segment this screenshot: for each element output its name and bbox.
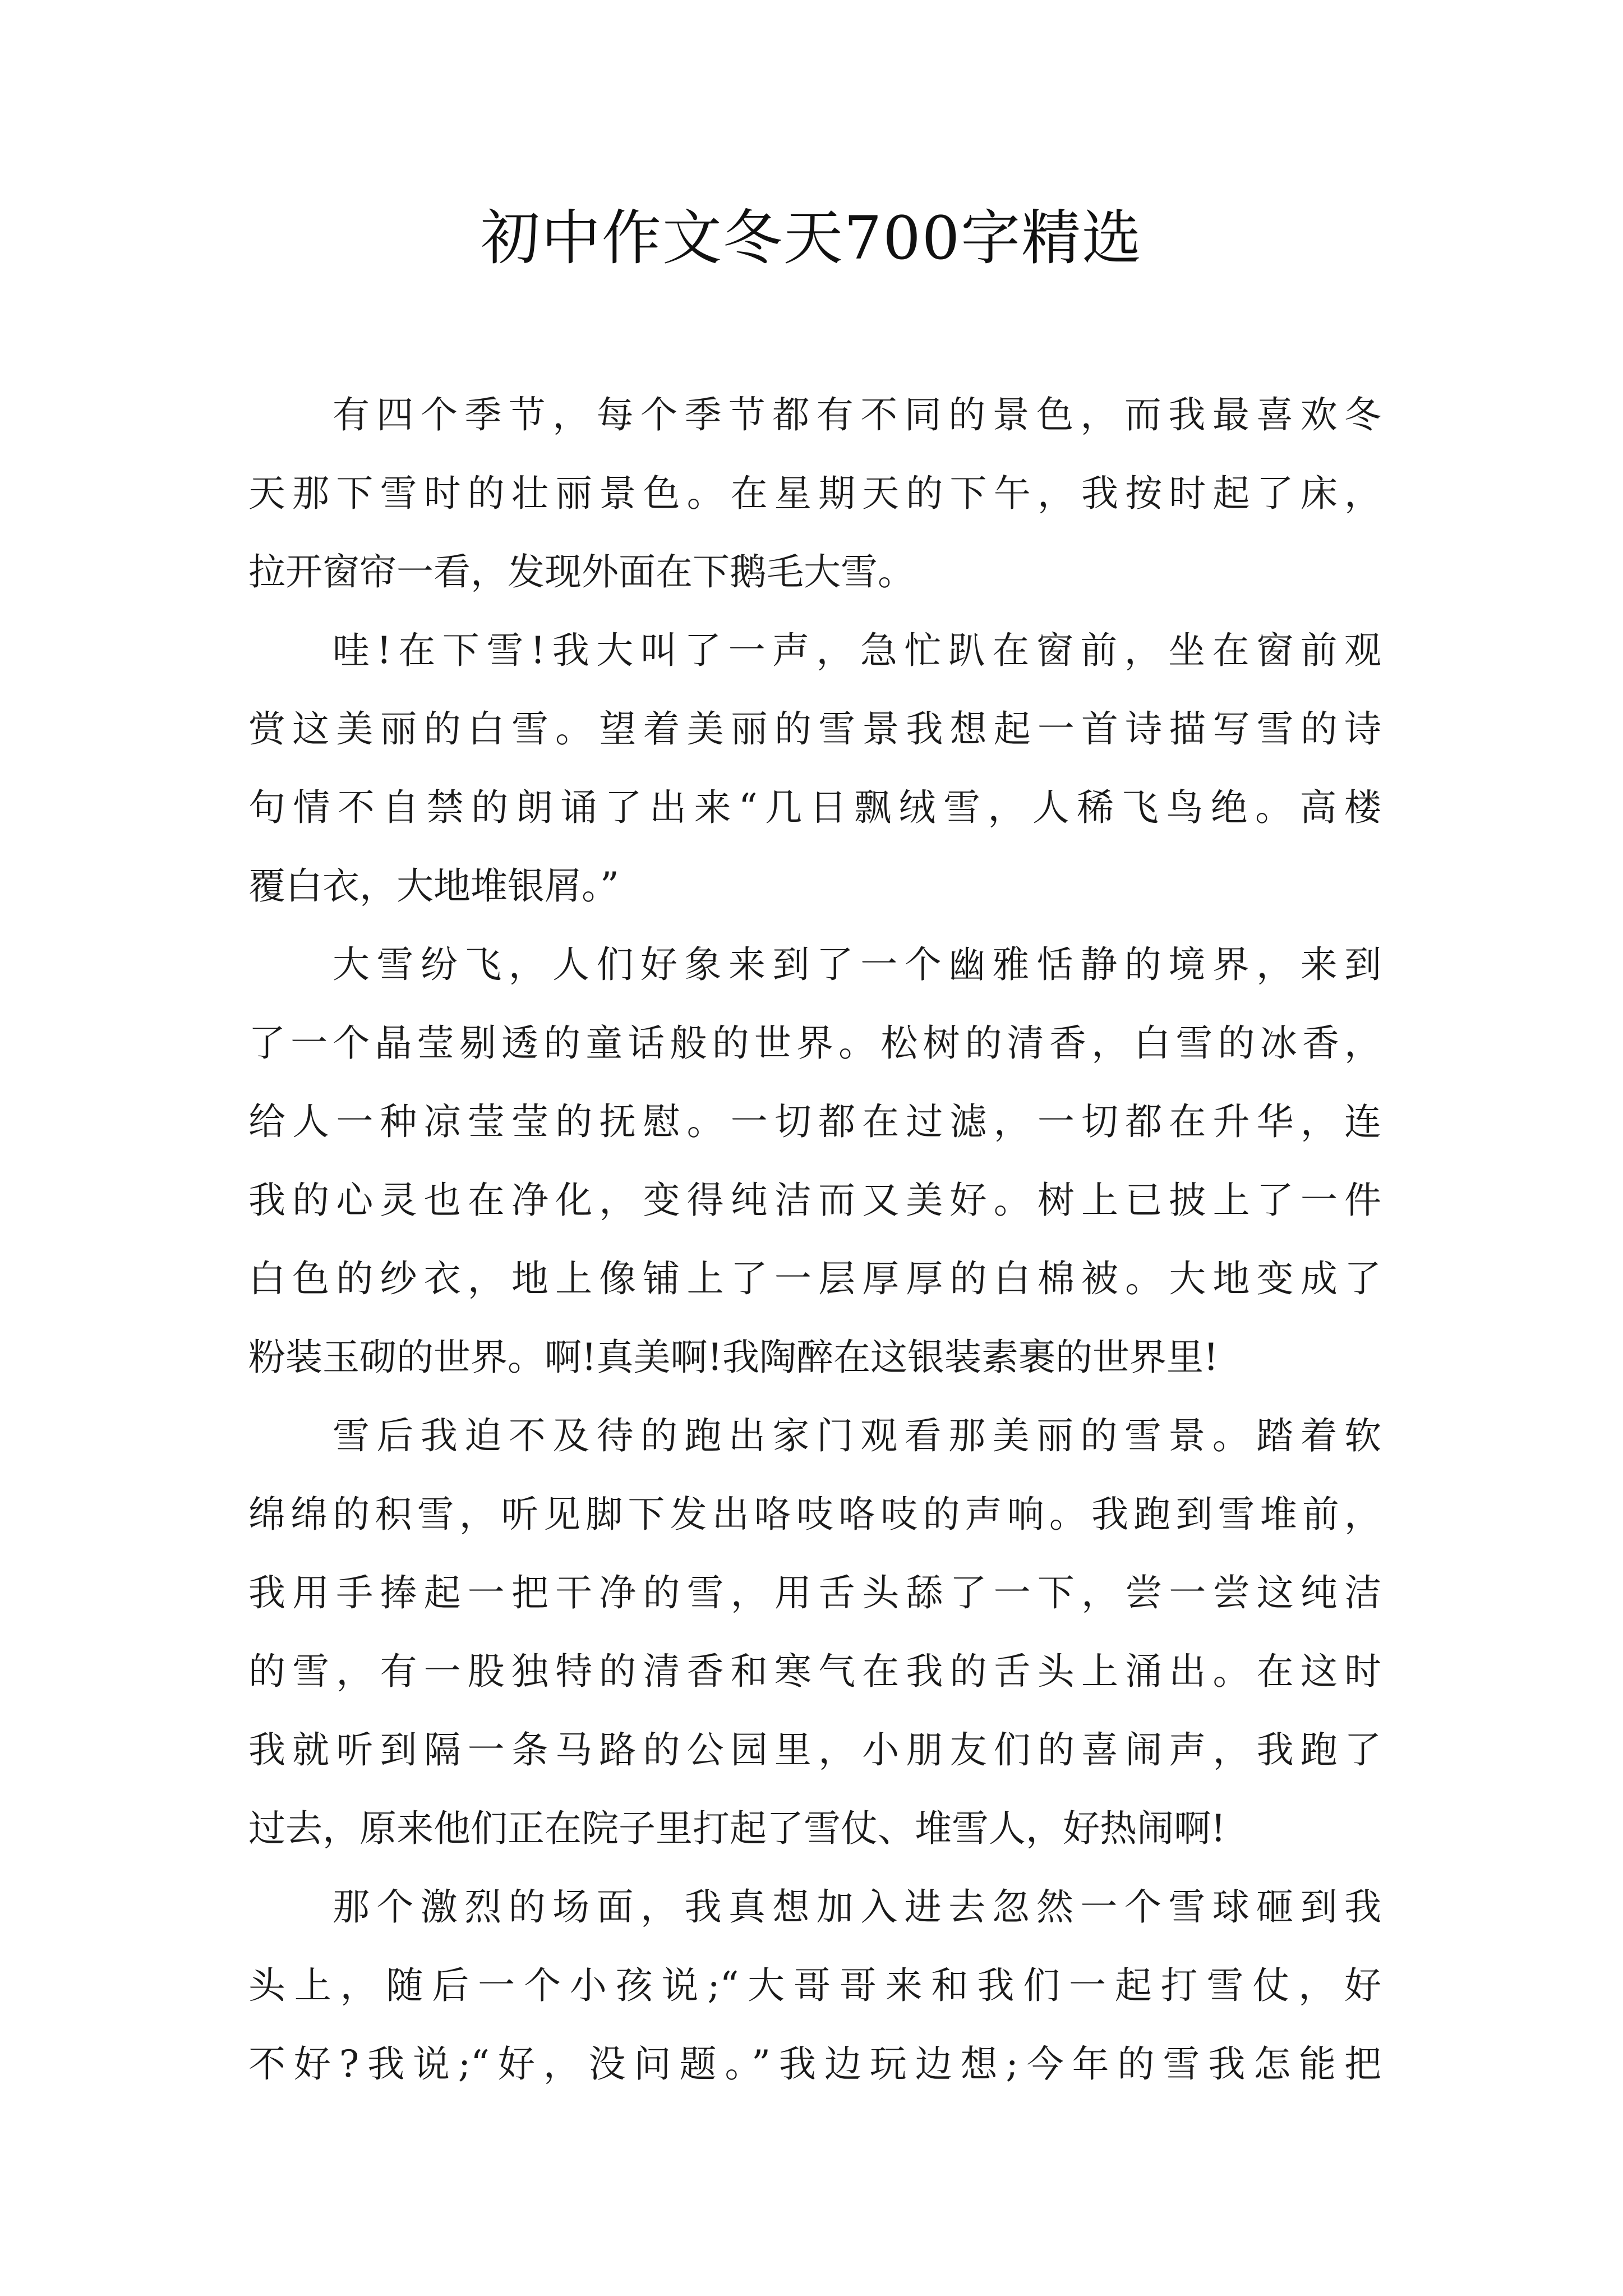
body-line: 赏这美丽的白雪。望着美丽的雪景我想起一首诗描写雪的诗: [248, 707, 1381, 751]
body-line: 我就听到隔一条马路的公园里，小朋友们的喜闹声，我跑了: [248, 1728, 1381, 1772]
body-line: 那个激烈的场面，我真想加入进去忽然一个雪球砸到我: [333, 1885, 1381, 1929]
body-line: 给人一种凉莹莹的抚慰。一切都在过滤，一切都在升华，连: [248, 1100, 1381, 1143]
document-body: [248, 376, 1381, 2104]
body-line: 的雪，有一股独特的清香和寒气在我的舌头上涌出。在这时: [248, 1650, 1381, 1693]
body-line: 雪后我迫不及待的跑出家门观看那美丽的雪景。踏着软: [333, 1414, 1381, 1457]
body-line: 白色的纱衣，地上像铺上了一层厚厚的白棉被。大地变成了: [248, 1257, 1381, 1300]
body-line: 天那下雪时的壮丽景色。在星期天的下午，我按时起了床，: [248, 472, 1381, 515]
body-line: 我用手捧起一把干净的雪，用舌头舔了一下，尝一尝这纯洁: [248, 1571, 1381, 1614]
body-line: 句情不自禁的朗诵了出来“几日飘绒雪，人稀飞鸟绝。高楼: [248, 786, 1381, 829]
body-line: 有四个季节，每个季节都有不同的景色，而我最喜欢冬: [333, 393, 1381, 436]
body-line: 覆白衣，大地堆银屑。”: [248, 864, 619, 908]
body-line: 粉装玉砌的世界。啊!真美啊!我陶醉在这银装素裹的世界里!: [248, 1336, 1219, 1379]
body-line: 拉开窗帘一看，发现外面在下鹅毛大雪。: [248, 550, 915, 593]
body-line: 过去，原来他们正在院子里打起了雪仗、堆雪人，好热闹啊!: [248, 1807, 1226, 1850]
body-line: 我的心灵也在净化，变得纯洁而又美好。树上已披上了一件: [248, 1179, 1381, 1222]
body-line: 哇!在下雪!我大叫了一声，急忙趴在窗前，坐在窗前观: [333, 629, 1381, 672]
body-line: 不好?我说;“好，没问题。”我边玩边想;今年的雪我怎能把: [248, 2042, 1381, 2086]
document-title: 初中作文冬天700字精选: [480, 204, 1143, 273]
body-line: 头上，随后一个小孩说;“大哥哥来和我们一起打雪仗，好: [248, 1964, 1381, 2007]
body-line: 了一个晶莹剔透的童话般的世界。松树的清香，白雪的冰香，: [248, 1022, 1381, 1065]
body-line: 大雪纷飞，人们好象来到了一个幽雅恬静的境界，来到: [333, 943, 1381, 986]
body-line: 绵绵的积雪，听见脚下发出咯吱咯吱的声响。我跑到雪堆前，: [248, 1493, 1381, 1536]
